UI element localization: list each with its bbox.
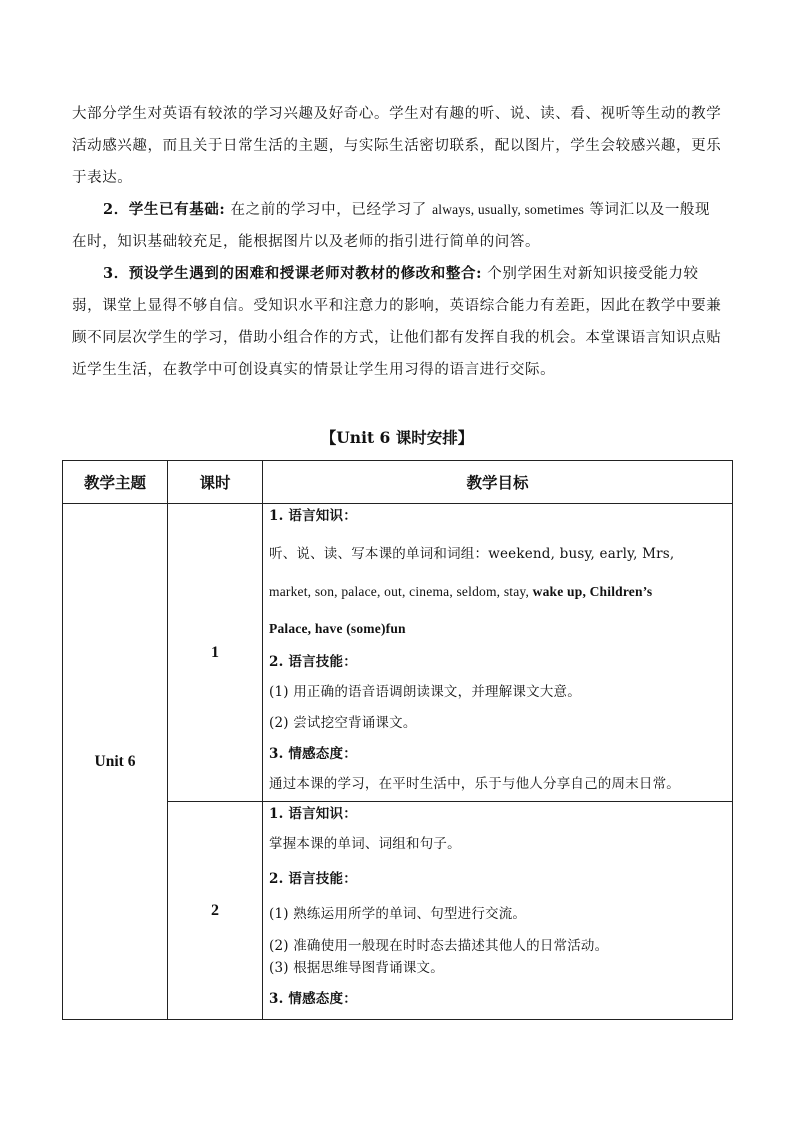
knowledge-line	[269, 573, 732, 611]
attitude-text: 通过本课的学习，在平时生活中，乐于与他人分享自己的周末日常。	[269, 776, 680, 792]
table-header-row	[63, 461, 733, 504]
skills-heading: 2. 语言技能：	[269, 871, 357, 887]
skill-item: (1) 熟练运用所学的单词、句型进行交流。	[269, 906, 527, 922]
attitude-heading: 3. 情感态度：	[269, 746, 357, 762]
table-row	[63, 504, 733, 802]
header-hour: 课时	[168, 461, 263, 504]
knowledge-phrases: wake up, Children’s	[532, 584, 653, 599]
topic-cell: Unit 6	[63, 504, 168, 1020]
paragraph-2-text-b: 等词汇以及一般现在时，知识基础较充足，能根据图片以及老师的指引进行简单的问答。	[72, 202, 711, 250]
intro-text	[72, 98, 724, 386]
skill-item: (3) 根据思维导图背诵课文。	[269, 960, 444, 976]
intro-paragraph-1: 大部分学生对英语有较浓的学习兴趣及好奇心。学生对有趣的听、说、读、看、视听等生动的教学活动感兴趣，而且关于日常生活的主题，与实际生活密切联系，配以图片，学生会较感兴趣，更乐于表达。	[72, 106, 722, 186]
knowledge-heading: 1. 语言知识：	[269, 508, 357, 524]
skill-item: (1) 用正确的语音语调朗读课文，并理解课文大意。	[269, 684, 581, 700]
paragraph-2-words: always, usually, sometimes	[432, 202, 585, 217]
intro-paragraph-3	[72, 258, 724, 386]
header-goals: 教学目标	[263, 461, 733, 504]
paragraph-3-text: 个别学困生对新知识接受能力较弱，课堂上显得不够自信。受知识水平和注意力的影响，英语综合能力有差距，因此在教学中要兼顾不同层次学生的学习，借助小组合作的方式，让他们都有发挥自我的机会。本堂课语言知识点贴近学生生活，在教学中可创设真实的情景让学生用习得的语言进行交际。	[72, 266, 722, 378]
knowledge-heading: 1. 语言知识：	[269, 806, 357, 822]
schedule-title: 【Unit 6 课时安排】	[320, 428, 474, 447]
header-topic: 教学主题	[63, 461, 168, 504]
paragraph-3-label: 3．预设学生遇到的困难和授课老师对教材的修改和整合:	[103, 265, 483, 282]
hour-cell: 2	[168, 802, 263, 1020]
schedule-table	[62, 460, 733, 1020]
knowledge-words: market, son, palace, out, cinema, seldom, stay,	[269, 584, 533, 599]
paragraph-2-label: 2．学生已有基础:	[103, 201, 226, 218]
skills-heading: 2. 语言技能：	[269, 654, 357, 670]
knowledge-line	[269, 611, 732, 647]
paragraph-2-text-a: 在之前的学习中，已经学习了	[225, 202, 433, 218]
knowledge-line: 听、说、读、写本课的单词和词组：weekend, busy, early, Mrs,	[269, 546, 675, 562]
knowledge-phrases: Palace, have (some)fun	[269, 621, 406, 636]
intro-paragraph-2	[72, 194, 724, 258]
skill-item: (2) 准确使用一般现在时时态去描述其他人的日常活动。	[269, 938, 609, 954]
skill-item: (2) 尝试挖空背诵课文。	[269, 715, 417, 731]
attitude-heading: 3. 情感态度：	[269, 991, 357, 1007]
goals-cell	[263, 802, 733, 1020]
hour-cell: 1	[168, 504, 263, 802]
goals-cell	[263, 504, 733, 802]
knowledge-line: 掌握本课的单词、词组和句子。	[269, 836, 461, 852]
